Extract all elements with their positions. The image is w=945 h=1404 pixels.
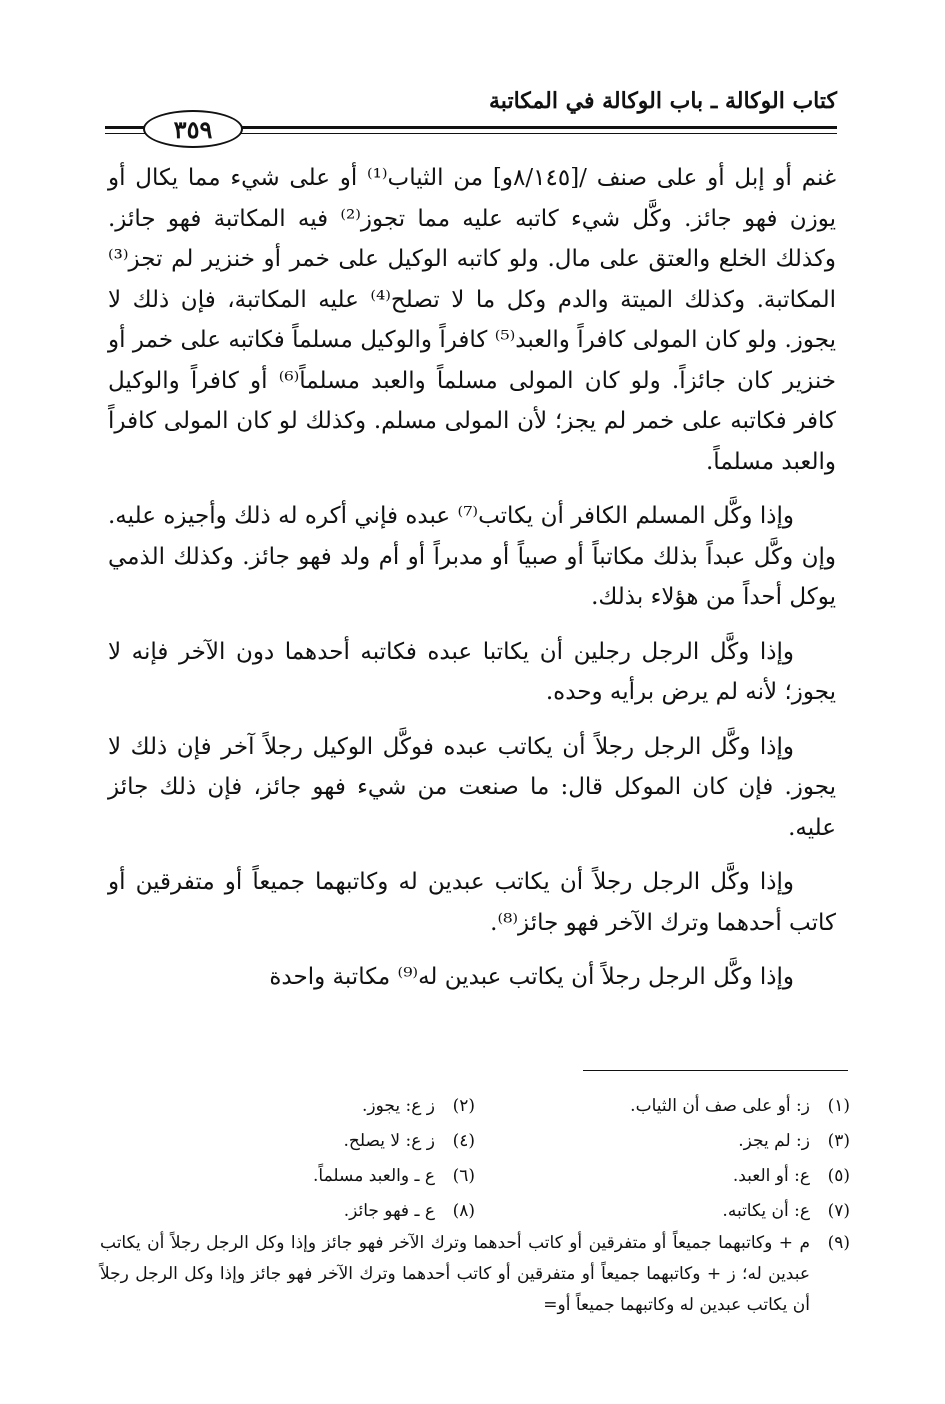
footnote [475,1096,850,1116]
paragraph: وإذا وكَّل الرجل رجلين أن يكاتبا عبده فكاتبه أحدهما دون الآخر فإنه لا يجوز؛ لأنه لم يرض برأيه وحده. [108,638,836,705]
footnote-text: ع ـ والعبد مسلماً. [312,1165,435,1186]
footnote-row [100,1123,850,1158]
footnote [100,1096,475,1116]
paragraph: وإذا وكَّل الرجل رجلاً أن يكاتب عبدين له وكاتبهما جميعاً أو متفرقين أو كاتب أحدهما وترك الآخر فهو جائز⁽⁸⁾. [108,869,836,936]
footnote [100,1166,475,1186]
footnote-text: ع ـ فهو جائز. [343,1200,435,1221]
footnote-row [100,1193,850,1228]
footnote-long [100,1228,850,1321]
running-header [105,88,837,144]
footnote-number: (٤) [452,1130,475,1151]
footnote-row [100,1158,850,1193]
footnote-number: (١) [827,1095,850,1116]
paragraph: غنم أو إبل أو على صنف /[٨/١٤٥و] من الثياب⁽¹⁾ أو على شيء مما يكال أو يوزن فهو جائز. وكَّل شيء كاتبه عليه مما تجوز⁽²⁾ فيه المكاتبة فهو جائز. وكذلك الخلع والعتق على مال. ولو كاتبه الوكيل على خمر أو خنزير لم تجز⁽³⁾ المكاتبة. وكذلك الميتة والدم وكل ما لا تصلح⁽⁴⁾ عليه المكاتبة، فإن ذلك لا يجوز. ولو كان المولى كافراً والعبد⁽⁵⁾ كافراً والوكيل مسلماً فكاتبه على خمر أو خنزير كان جائزاً. ولو كان المولى مسلماً والعبد مسلماً⁽⁶⁾ أو كافراً والوكيل كافر فكاتبه على خمر لم يجز؛ لأن المولى مسلم. وكذلك لو كان المولى كافراً والعبد مسلماً. [108,165,836,475]
footnote-number: (٧) [827,1200,850,1221]
footnote-number: (٢) [452,1095,475,1116]
paragraph: وإذا وكَّل الرجل رجلاً أن يكاتب عبدين له⁽⁹⁾ مكاتبة واحدة [269,964,794,990]
footnote-text: ع: أن يكاتبه. [722,1200,810,1221]
chapter-title: كتاب الوكالة ـ باب الوكالة في المكاتبة [489,88,837,114]
footnote-text: ز: لم يجز. [738,1130,810,1151]
footnote-number: (٨) [452,1200,475,1221]
footnote-row [100,1088,850,1123]
footnote-number: (٦) [452,1165,475,1186]
page-number: ٣٥٩ [173,114,213,144]
main-text [108,158,836,1012]
footnote-text: ز ع: يجوز. [362,1095,435,1116]
paragraph: وإذا وكَّل المسلم الكافر أن يكاتب⁽⁷⁾ عبده فإني أكره له ذلك وأجيزه عليه. وإن وكَّل عبداً بذلك مكاتباً أو صبياً أو مدبراً أو أم ولد فهو جائز. وكذلك الذمي يوكل أحداً من هؤلاء بذلك. [108,503,836,610]
footnotes [100,1088,850,1321]
footnote-text: م + وكاتبهما جميعاً أو متفرقين أو كاتب أحدهما وترك الآخر فهو جائز وإذا وكل الرجل رجلاً أن يكاتب عبدين له؛ ز + وكاتبهما جميعاً أو متفرقين أو كاتب أحدهما وترك الآخر فهو جائز وإذا وكل الرجل رجلاً أن يكاتب عبدين له وكاتبهما جميعاً أو= [100,1233,810,1315]
footnote [100,1131,475,1151]
footnote [475,1131,850,1151]
footnote-text: ز ع: لا يصلح. [343,1130,435,1151]
footnote-number: (٣) [827,1130,850,1151]
footnote-number: (٥) [827,1165,850,1186]
footnote-separator [583,1070,848,1071]
footnote [100,1201,475,1221]
footnote-text: ع: أو العبد. [732,1165,810,1186]
footnote-text: ز: أو على صف أن الثياب. [630,1095,810,1116]
page-number-badge [143,110,243,148]
footnote [475,1166,850,1186]
footnote-number: (٩) [827,1233,850,1253]
paragraph: وإذا وكَّل الرجل رجلاً أن يكاتب عبده فوكَّل الوكيل رجلاً آخر فإن ذلك لا يجوز. فإن كان الموكل قال: ما صنعت من شيء فهو جائز، فإن ذلك جائز عليه. [108,733,836,841]
footnote [475,1201,850,1221]
